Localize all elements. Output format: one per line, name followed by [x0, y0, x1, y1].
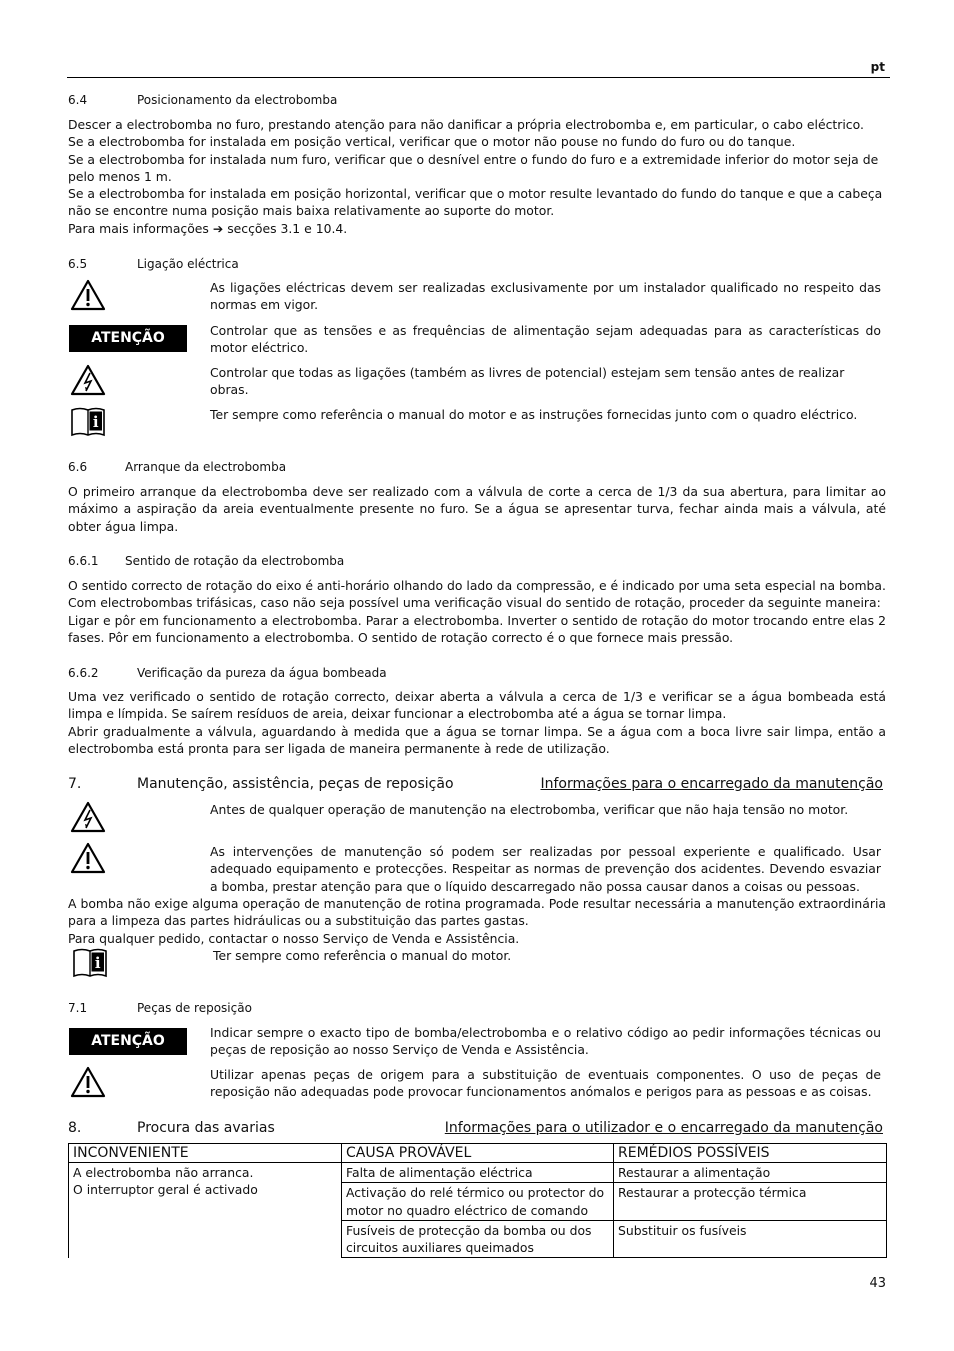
warning-triangle-icon [70, 279, 106, 311]
table-cell-remedy: Substituir os fusíveis [614, 1220, 887, 1258]
attention-badge: ATENÇÃO [69, 1028, 187, 1055]
text-line: Descer a electrobomba no furo, prestando atenção para não danificar a própria electrobomba e, em particular, o cabo eléctrico. [68, 117, 864, 132]
header-rule [67, 77, 890, 78]
text-line: A electrobomba não arranca. [73, 1165, 254, 1180]
spare-parts-order-note: Indicar sempre o exacto tipo de bomba/electrobomba e o relativo código ao pedir informações técnicas ou peças de reposição ao nosso Serviço de Venda e Assistência. [210, 1025, 881, 1058]
audience-note: Informações para o encarregado da manutenção [540, 776, 883, 792]
text-paragraph: Uma vez verificado o sentido de rotação correcto, deixar aberta a válvula a cerca de 1/3 e verificar se a água bombeada está limpa e límpida. Se saírem resíduos de areia, deixar funcionar a electrobomba até a água se tornar limpa. [68, 689, 886, 722]
text-line: não se encontre numa posição mais baixa relativamente ao suporte do motor. [68, 203, 555, 219]
manual-info-icon [70, 405, 106, 438]
section-6-6-2-body [68, 688, 886, 757]
table-header-cell: REMÉDIOS POSSÍVEIS [614, 1144, 887, 1163]
warning-triangle-icon [70, 1066, 106, 1098]
table-cell-remedy: Restaurar a protecção térmica [614, 1183, 887, 1221]
section-title: Arranque da electrobomba [125, 460, 287, 474]
text-line [68, 220, 888, 237]
table-cell-cause: Activação do relé térmico ou protector do motor no quadro eléctrico de comando [342, 1183, 614, 1221]
page-language: pt [870, 60, 885, 74]
text-line: Para qualquer pedido, contactar o nosso Serviço de Venda e Assistência. [68, 930, 520, 946]
motor-manual-reference: Ter sempre como referência o manual do motor e as instruções fornecidas junto com o quadro eléctrico. [210, 407, 858, 422]
svg-text:i: i [92, 413, 99, 431]
text-line: pelo menos 1 m. [68, 168, 172, 184]
electric-hazard-icon [70, 801, 106, 833]
section-number: 7. [68, 776, 82, 792]
table-cell-remedy: Restaurar a alimentação [614, 1163, 887, 1183]
section-number: 6.6.1 [68, 554, 99, 568]
section-number: 6.6 [68, 460, 88, 474]
original-parts-note: Utilizar apenas peças de origem para a substituição de eventuais componentes. O uso de peças de reposição não adequadas pode provocar funcionamentos anómalos e perigos para as pessoas e as coisas. [210, 1067, 881, 1100]
electrical-qualified-installer-note: As ligações eléctricas devem ser realizadas exclusivamente por um instalador qualificado no respeito das normas em vigor. [210, 280, 881, 313]
qualified-personnel-note: As intervenções de manutenção só podem ser realizadas por pessoal experiente e qualificado. Usar adequado equipamento e protecções. Respeitar as normas de prevenção dos acidentes. Devendo esvaziar a bomba, prestar atenção para que o líquido descarregado não possa causar danos a coisas ou pessoas. [210, 844, 881, 894]
table-header-cell: CAUSA PROVÁVEL [342, 1144, 614, 1163]
troubleshooting-table [68, 1143, 887, 1258]
section-number: 6.4 [68, 93, 88, 107]
section-8-heading [68, 1120, 886, 1138]
section-title: Manutenção, assistência, peças de reposição [137, 776, 454, 792]
section-number: 7.1 [68, 1001, 88, 1015]
text-line: Se a electrobomba for instalada em posição vertical, verificar que o motor não pouse no fundo do furo ou do tanque. [68, 134, 796, 150]
svg-text:i: i [94, 954, 101, 972]
text-line: Com electrobombas trifásicas, caso não seja possível uma verificação visual do sentido de rotação, proceder da seguinte maneira: [68, 595, 881, 611]
section-title: Procura das avarias [137, 1120, 275, 1136]
table-cell-cause: Falta de alimentação eléctrica [342, 1163, 614, 1183]
section-6-4-body [68, 116, 888, 237]
ref-label: Para mais informações [68, 220, 209, 236]
text-line: Se a electrobomba for instalada num furo, verificar que o desnível entre o fundo do furo e a extremidade inferior do motor seja de [68, 151, 879, 167]
motor-manual-reference: Ter sempre como referência o manual do motor. [213, 948, 512, 963]
section-title: Sentido de rotação da electrobomba [125, 554, 345, 568]
text-line: Se a electrobomba for instalada em posição horizontal, verificar que o motor resulte levantado do fundo do tanque e que a cabeça [68, 186, 883, 202]
table-cell-inconvenience [69, 1163, 342, 1258]
no-voltage-note: Controlar que todas as ligações (também as livres de potencial) estejam sem tensão antes de realizar obras. [210, 365, 845, 398]
section-number: 6.5 [68, 257, 88, 271]
ref-sections: secções 3.1 e 10.4. [227, 220, 348, 236]
text-paragraph: Abrir gradualmente a válvula, aguardando à medida que a água se tornar limpa. Se a água com a boca livre sair limpa, então a electrobomba está pronta para ser ligada de maneira permanente à rede de utilização. [68, 723, 886, 756]
page-number: 43 [869, 1276, 886, 1291]
section-title: Ligação eléctrica [137, 257, 239, 271]
text-paragraph: Ligar e pôr em funcionamento a electrobomba. Parar a electrobomba. Inverter o sentido de rotação do motor trocando entre elas 2 fases. Pôr em funcionamento a electrobomba. O sentido de rotação correcto é o que fornece mais pressão. [68, 612, 886, 645]
no-voltage-before-maintenance: Antes de qualquer operação de manutenção na electrobomba, verificar que não haja tensão no motor. [210, 802, 849, 817]
section-7-heading [68, 776, 886, 794]
warning-triangle-icon [70, 842, 106, 874]
section-6-6-1-body [68, 577, 886, 646]
arrow-right-icon: ➔ [212, 220, 224, 236]
text-paragraph: A bomba não exige alguma operação de manutenção de rotina programada. Pode resultar necessária a manutenção extraordinária para a limpeza das partes hidráulicas ou a substituição das partes gastas. [68, 896, 886, 929]
section-title: Verificação da pureza da água bombeada [137, 666, 387, 680]
text-line: O interruptor geral é activado [73, 1182, 258, 1198]
attention-badge: ATENÇÃO [69, 325, 187, 352]
section-6-6-body: O primeiro arranque da electrobomba deve ser realizado com a válvula de corte a cerca de 1/3 da sua abertura, para limitar ao máximo a aspiração da areia eventualmente presente no furo. Se a água se apresentar turva, fechar ainda mais a válvula, até obter água limpa. [68, 484, 886, 534]
table-row [69, 1163, 887, 1183]
section-title: Peças de reposição [137, 1001, 252, 1015]
section-title: Posicionamento da electrobomba [137, 93, 338, 107]
manual-info-icon [72, 946, 108, 979]
section-7-body [68, 895, 886, 947]
electric-hazard-icon [70, 364, 106, 396]
voltage-frequency-note: Controlar que as tensões e as frequências de alimentação sejam adequadas para as características do motor eléctrico. [210, 323, 881, 356]
section-number: 6.6.2 [68, 666, 99, 680]
table-header-cell: INCONVENIENTE [69, 1144, 342, 1163]
section-number: 8. [68, 1120, 82, 1136]
table-header-row [69, 1144, 887, 1163]
troubleshooting-table-wrapper [68, 1143, 887, 1258]
table-cell-cause: Fusíveis de protecção da bomba ou dos circuitos auxiliares queimados [342, 1220, 614, 1258]
text-line: O sentido correcto de rotação do eixo é anti-horário olhando do lado da compressão, e é indicado por uma seta especial na bomba. [68, 578, 886, 593]
audience-note: Informações para o utilizador e o encarregado da manutenção [444, 1120, 883, 1136]
